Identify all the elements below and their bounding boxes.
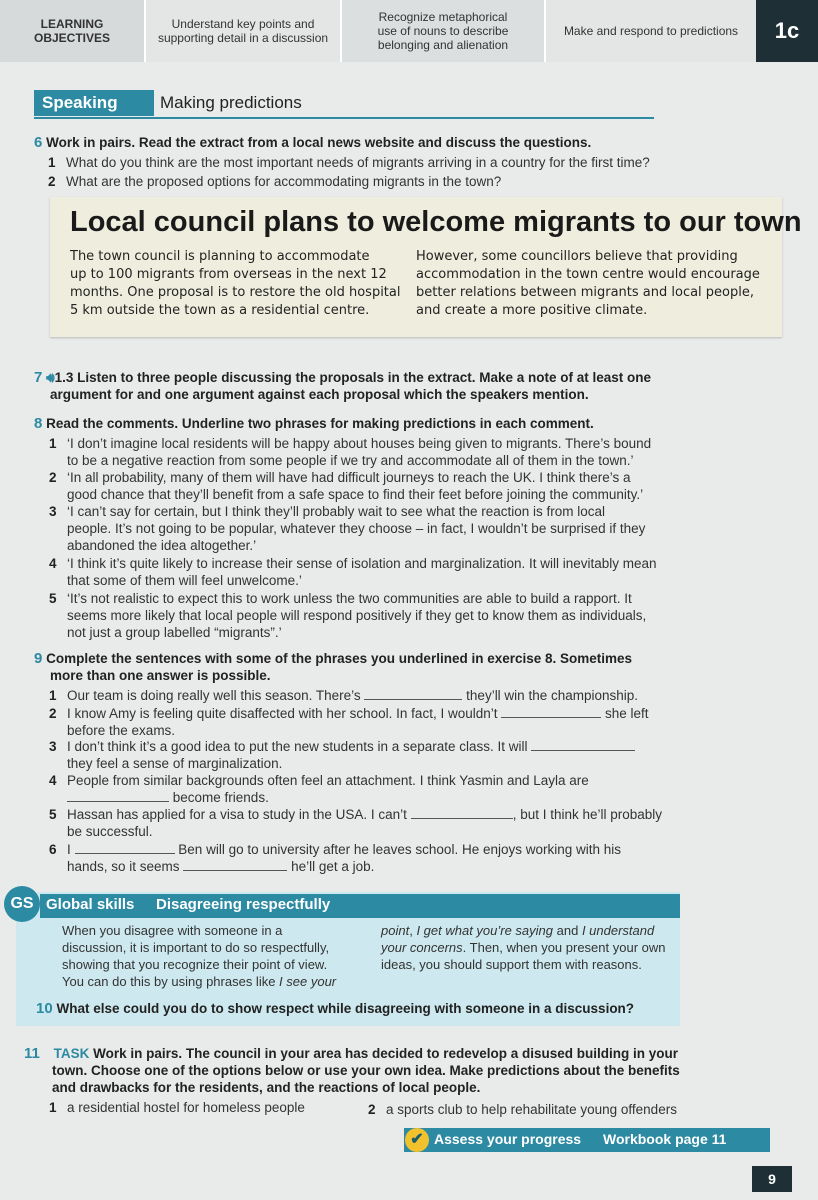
comment-line: to be a negative reaction from some people if we try and accommodate all of them in the town.’: [67, 453, 634, 468]
example-phrase: your concerns: [381, 940, 463, 955]
gap-sentence: [49, 772, 589, 806]
task-option: [368, 1101, 677, 1118]
item-number: 5: [49, 807, 57, 822]
comment-line: ‘I can’t say for certain, but I think they’ll probably wait to see what the reaction is from local: [67, 504, 606, 519]
news-line: up to 100 migrants from overseas in the next 12: [70, 267, 387, 282]
answer-blank[interactable]: [183, 858, 287, 871]
exercise-number: 9: [34, 650, 43, 667]
option-text: a residential hostel for homeless people: [67, 1100, 305, 1115]
sentence-text: he’ll get a job.: [291, 859, 375, 874]
sentence-text: become friends.: [172, 790, 269, 805]
exercise-instruction: What else could you do to show respect while disagreeing with someone in a discussion?: [56, 1001, 635, 1016]
news-line: 5 km outside the town as a residential centre.: [70, 303, 370, 318]
section-title: Making predictions: [160, 93, 302, 112]
learning-objectives-bar: [0, 0, 818, 62]
exercise-10: [36, 1000, 634, 1017]
text-line: When you disagree with someone in a: [62, 923, 283, 938]
text-span: and: [553, 923, 582, 938]
sentence-text: I: [67, 842, 71, 857]
audio-track: 1.3: [54, 370, 74, 385]
item-number: 2: [48, 174, 56, 189]
item-number: 2: [49, 706, 57, 721]
comment-item: [49, 469, 644, 503]
speaking-label: Speaking: [34, 90, 154, 116]
global-skills-title: Disagreeing respectfully: [156, 896, 331, 913]
section-divider: [34, 117, 654, 119]
exercise-9: [34, 650, 632, 684]
exercise-instruction: Read the comments. Underline two phrases for making predictions in each comment.: [46, 416, 594, 431]
item-number: 4: [49, 556, 57, 571]
text-line: showing that you recognize their point of view.: [62, 957, 328, 972]
task-option: [49, 1099, 305, 1116]
exercise-instruction: Work in pairs. Read the extract from a local news website and discuss the questions.: [46, 135, 592, 150]
exercise-instruction: Work in pairs. The council in your area has decided to redevelop a disused building in your: [93, 1046, 679, 1061]
workbook-reference: Workbook page 11: [603, 1131, 727, 1147]
objective-line: Understand key points and: [171, 17, 315, 31]
comment-item: [49, 555, 657, 589]
gap-sentence: [49, 705, 649, 739]
item-number: 2: [368, 1102, 376, 1117]
item-number: 1: [49, 1100, 57, 1115]
exercise-instruction: Listen to three people discussing the proposals in the extract. Make a note of at least one: [77, 370, 652, 385]
exercise-instruction: argument for and one argument against each proposal which the speakers mention.: [50, 387, 589, 402]
sentence-text: hands, so it seems: [67, 859, 180, 874]
answer-blank[interactable]: [364, 687, 462, 700]
news-line: accommodation in the town centre would encourage: [416, 267, 760, 282]
gap-sentence: [49, 841, 622, 875]
objective-line: supporting detail in a discussion: [157, 31, 329, 45]
exercise-instruction: and drawbacks for the residents, and the reactions of local people.: [52, 1080, 481, 1095]
news-line: The town council is planning to accommodate: [70, 249, 370, 264]
item-number: 1: [49, 688, 57, 703]
unit-label: 1c: [756, 0, 818, 62]
comment-item: [49, 435, 652, 469]
comment-line: good chance that they’ll benefit from a safe space to find their feet before joining the community.’: [67, 487, 644, 502]
news-column-left: [70, 248, 400, 320]
sentence-text: they’ll win the championship.: [466, 688, 639, 703]
exercise-instruction: more than one answer is possible.: [50, 668, 271, 683]
sentence-text: I don’t think it’s a good idea to put the new students in a separate class. It will: [67, 739, 528, 754]
text-span: ,: [409, 923, 417, 938]
item-number: 3: [49, 504, 57, 519]
comment-line: people. It’s not going to be popular, whatever they choose – in fact, I wouldn’t be surprised if they: [67, 521, 646, 536]
exercise-number: 10: [36, 1000, 53, 1017]
objectives-heading-line: LEARNING: [40, 17, 104, 31]
comment-item: [49, 590, 647, 641]
comment-line: not just a group labelled “migrants”.’: [67, 625, 282, 640]
objective-line: Recognize metaphorical: [378, 10, 508, 24]
objective-line: use of nouns to describe: [377, 24, 509, 38]
objective-item: [144, 0, 340, 62]
item-number: 1: [48, 155, 56, 170]
exercise-number: 7: [34, 369, 43, 386]
comment-line: that some of them will feel unwelcome.’: [67, 573, 302, 588]
option-text: a sports club to help rehabilitate young offenders: [386, 1102, 677, 1117]
sentence-text: I know Amy is feeling quite disaffected with her school. In fact, I wouldn’t: [67, 706, 498, 721]
assess-progress-label: Assess your progress: [434, 1131, 582, 1147]
news-line: better relations between migrants and local people,: [416, 285, 754, 300]
gap-sentence: [49, 738, 635, 772]
exercise-7: [34, 369, 794, 403]
answer-blank[interactable]: [531, 738, 635, 751]
comment-line: ‘It’s not realistic to expect this to work unless the two communities are able to build a rapport. It: [67, 591, 632, 606]
news-column-right: [416, 248, 760, 320]
item-number: 3: [49, 739, 57, 754]
example-phrase: point: [381, 923, 410, 938]
page-number: 9: [752, 1166, 792, 1192]
sentence-text: People from similar backgrounds often feel an attachment. I think Yasmin and Layla are: [67, 773, 589, 788]
text-line: You can do this by using phrases like: [62, 974, 280, 989]
item-text: What are the proposed options for accommodating migrants in the town?: [66, 174, 502, 189]
exercise-8: [34, 415, 594, 432]
comment-line: ‘I don’t imagine local residents will be happy about houses being given to migrants. There’s bound: [67, 436, 652, 451]
exercise-number: 6: [34, 134, 43, 151]
text-line: discussion, it is important to do so respectfully,: [62, 940, 330, 955]
news-headline: Local council plans to welcome migrants to our town: [70, 206, 802, 238]
global-skills-header: [40, 894, 680, 918]
sentence-text: Ben will go to university after he leaves school. He enjoys working with his: [178, 842, 622, 857]
item-number: 6: [49, 842, 57, 857]
answer-blank[interactable]: [411, 806, 513, 819]
sentence-text: Hassan has applied for a visa to study in the USA. I can’t: [67, 807, 407, 822]
example-phrase: I understand: [581, 923, 655, 938]
exercise-instruction: Complete the sentences with some of the phrases you underlined in exercise 8. Sometimes: [46, 651, 633, 666]
comment-item: [49, 503, 646, 554]
exercise-number: 8: [34, 415, 43, 432]
objective-line: belonging and alienation: [377, 38, 509, 52]
sentence-text: be successful.: [67, 824, 153, 839]
objective-item: [340, 0, 544, 62]
answer-blank[interactable]: [67, 789, 169, 802]
task-label: TASK: [53, 1046, 90, 1061]
item-text: What do you think are the most important needs of migrants arriving in a country for the first time?: [66, 155, 650, 170]
objectives-heading: [0, 0, 144, 62]
gap-sentence: [49, 687, 639, 704]
comment-line: abandoned the idea altogether.’: [67, 538, 257, 553]
news-line: However, some councillors believe that providing: [416, 249, 738, 264]
sentence-text: Our team is doing really well this season. There’s: [67, 688, 361, 703]
global-skills-label: Global skills: [46, 896, 135, 913]
comment-line: seems more likely that local people will respond positively if they get to know them as individuals,: [67, 608, 647, 623]
question-item: [48, 173, 502, 190]
question-item: [48, 154, 650, 171]
exercise-instruction: town. Choose one of the options below or use your own idea. Make predictions about the benefits: [52, 1063, 680, 1078]
objectives-heading-line: OBJECTIVES: [33, 31, 111, 45]
check-icon: ✔: [405, 1128, 429, 1152]
sentence-text: before the exams.: [67, 723, 176, 738]
answer-blank[interactable]: [501, 705, 601, 718]
gap-sentence: [49, 806, 663, 840]
sentence-text: they feel a sense of marginalization.: [67, 756, 283, 771]
exercise-6: [34, 134, 794, 151]
text-span: . Then, when you present your own: [462, 940, 666, 955]
exercise-number: 11: [24, 1045, 40, 1062]
text-line: ideas, you should support them with reasons.: [381, 957, 642, 972]
item-number: 5: [49, 591, 57, 606]
item-number: 1: [49, 436, 57, 451]
example-phrase: I see your: [279, 974, 337, 989]
item-number: 4: [49, 773, 57, 788]
exercise-11: [24, 1045, 704, 1096]
sentence-text: she left: [605, 706, 649, 721]
answer-blank[interactable]: [75, 841, 175, 854]
global-skills-text-right: [381, 922, 671, 973]
audio-icon[interactable]: 🔊︎: [46, 370, 55, 385]
news-line: months. One proposal is to restore the old hospital: [70, 285, 401, 300]
comment-line: ‘I think it’s quite likely to increase their sense of isolation and marginalization. It will inevitably mean: [67, 556, 657, 571]
global-skills-text-left: [62, 922, 362, 990]
example-phrase: I get what you’re saying: [416, 923, 554, 938]
objective-line: Make and respond to predictions: [563, 24, 739, 38]
comment-line: ‘In all probability, many of them will have had difficult journeys to reach the UK. I think there’s a: [67, 470, 631, 485]
item-number: 2: [49, 470, 57, 485]
global-skills-badge: GS: [4, 886, 40, 922]
sentence-text: , but I think he’ll probably: [512, 807, 663, 822]
objective-item: [544, 0, 756, 62]
news-line: and create a more positive climate.: [416, 303, 648, 318]
